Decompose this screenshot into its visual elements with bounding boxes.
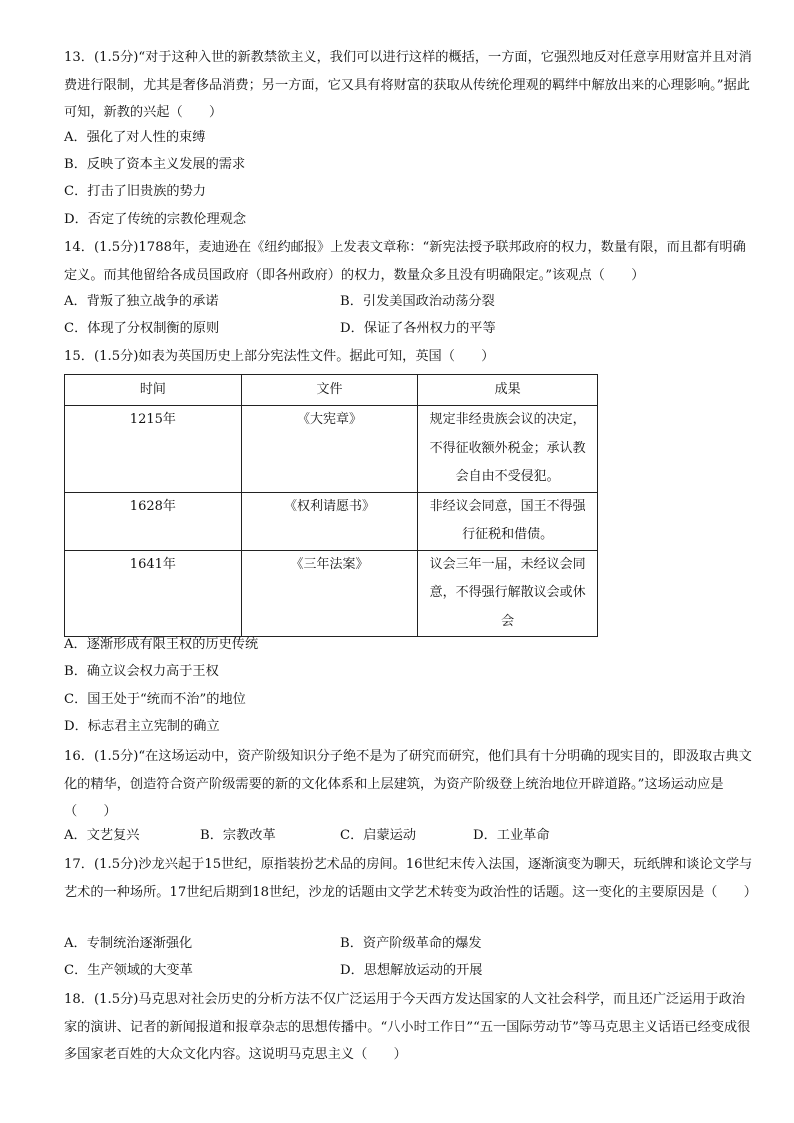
question-18-stem: 18．(1.5分)马克思对社会历史的分析方法不仅广泛运用于今天西方发达国家的人文社会科学，而且还广泛运用于政治家的演讲、记者的新闻报道和报章杂志的思想传播中。“八小时工作日”“五一国际劳动节”等马克思主义话语已经变成很多国家老百姓的大众文化内容。这说明马克思主义（ ）: [64, 992, 751, 1062]
cell-document-text: 《三年法案》: [290, 556, 369, 572]
table-row: [65, 550, 598, 637]
question-15-stem: 15．(1.5分)如表为英国历史上部分宪法性文件。据此可知，英国（ ）: [64, 349, 495, 364]
cell-time: [65, 406, 242, 493]
table-row: [65, 492, 598, 550]
cell-result-line: 会自由不受侵犯。: [455, 469, 560, 484]
q16-option-c[interactable]: C．启蒙运动: [340, 828, 417, 843]
cell-time-text: 1628年: [129, 498, 176, 514]
cell-result-line: 规定非经贵族会议的决定，: [429, 412, 586, 427]
cell-result-line: 会: [501, 613, 515, 629]
header-time: 时间: [65, 375, 242, 406]
q15-option-d[interactable]: D．标志君主立宪制的确立: [64, 719, 220, 734]
q14-option-a[interactable]: A．背叛了独立战争的承诺: [64, 294, 219, 309]
cell-result: [418, 492, 598, 550]
cell-time: [65, 492, 242, 550]
cell-result-line: 非经议会同意，国王不得强: [429, 498, 586, 514]
q13-option-c[interactable]: C．打击了旧贵族的势力: [64, 184, 206, 199]
q15-option-b[interactable]: B．确立议会权力高于王权: [64, 664, 219, 679]
q16-option-b[interactable]: B．宗教改革: [200, 828, 276, 843]
q14-option-b[interactable]: B．引发美国政治动荡分裂: [340, 294, 495, 309]
q15-option-c[interactable]: C．国王处于“统而不治”的地位: [64, 692, 246, 707]
question-13-stem: 13．(1.5分)“对于这种入世的新教禁欲主义，我们可以进行这样的概括，一方面，它强烈地反对任意享用财富并且对消费进行限制，尤其是奢侈品消费；另一方面，它又具有将财富的获取从传统伦理观的羁绊中解放出来的心理影响。”据此可知，新教的兴起（ ）: [64, 50, 752, 120]
cell-document: [241, 406, 418, 493]
cell-result: [418, 406, 598, 493]
q14-option-d[interactable]: D．保证了各州权力的平等: [340, 321, 496, 336]
q17-option-c[interactable]: C．生产领域的大变革: [64, 963, 193, 978]
question-16-stem: 16．(1.5分)“在这场运动中，资产阶级知识分子绝不是为了研究而研究，他们具有十分明确的现实目的，即汲取古典文化的精华，创造符合资产阶级需要的新的文化体系和上层建筑，为资产阶级登上统治地位开辟道路。”这场运动应是（ ）: [64, 749, 752, 819]
q16-option-a[interactable]: A．文艺复兴: [64, 828, 140, 843]
question-17-stem: 17．(1.5分)沙龙兴起于15世纪，原指装扮艺术品的房间。16世纪末传入法国，逐渐演变为聊天，玩纸牌和谈论文学与艺术的一种场所。17世纪后期到18世纪，沙龙的话题由文学艺术转变为政治性的话题。这一变化的主要原因是（ ）: [64, 857, 757, 900]
q13-option-b[interactable]: B．反映了资本主义发展的需求: [64, 157, 246, 172]
cell-document-text: 《权利请愿书》: [284, 498, 376, 514]
q16-option-d[interactable]: D．工业革命: [473, 828, 550, 843]
cell-result-line: 意，不得强行解散议会或休: [429, 585, 586, 600]
q17-option-a[interactable]: A．专制统治逐渐强化: [64, 936, 193, 951]
question-14-stem: 14．(1.5分)1788年，麦迪逊在《纽约邮报》上发表文章称：“新宪法授予联邦政府的权力，数量有限，而且都有明确定义。而其他留给各成员国政府（即各州政府）的权力，数量众多且没有明确限定。”该观点（ ）: [64, 240, 746, 283]
table-row: [65, 406, 598, 493]
q15-option-a[interactable]: A．逐渐形成有限王权的历史传统: [64, 637, 259, 652]
cell-result-line: 不得征收额外税金；承认教: [429, 440, 586, 456]
cell-result-line: 行征税和借债。: [462, 527, 554, 542]
header-result: 成果: [418, 375, 598, 406]
q13-option-a[interactable]: A．强化了对人性的束缚: [64, 130, 206, 145]
cell-time-text: 1215年: [129, 412, 176, 427]
cell-result-line: 议会三年一届，未经议会同: [429, 556, 586, 572]
table-header-row: [65, 375, 598, 406]
constitution-documents-table: [64, 374, 598, 637]
q14-option-c[interactable]: C．体现了分权制衡的原则: [64, 321, 220, 336]
q17-option-b[interactable]: B．资产阶级革命的爆发: [340, 936, 482, 951]
q13-option-d[interactable]: D．否定了传统的宗教伦理观念: [64, 212, 247, 227]
cell-document: [241, 492, 418, 550]
cell-result: [418, 550, 598, 637]
q17-option-d[interactable]: D．思想解放运动的开展: [340, 963, 483, 978]
cell-document-text: 《大宪章》: [297, 412, 363, 427]
cell-time-text: 1641年: [129, 556, 176, 572]
cell-time: [65, 550, 242, 637]
cell-document: [241, 550, 418, 637]
header-document: 文件: [241, 375, 418, 406]
